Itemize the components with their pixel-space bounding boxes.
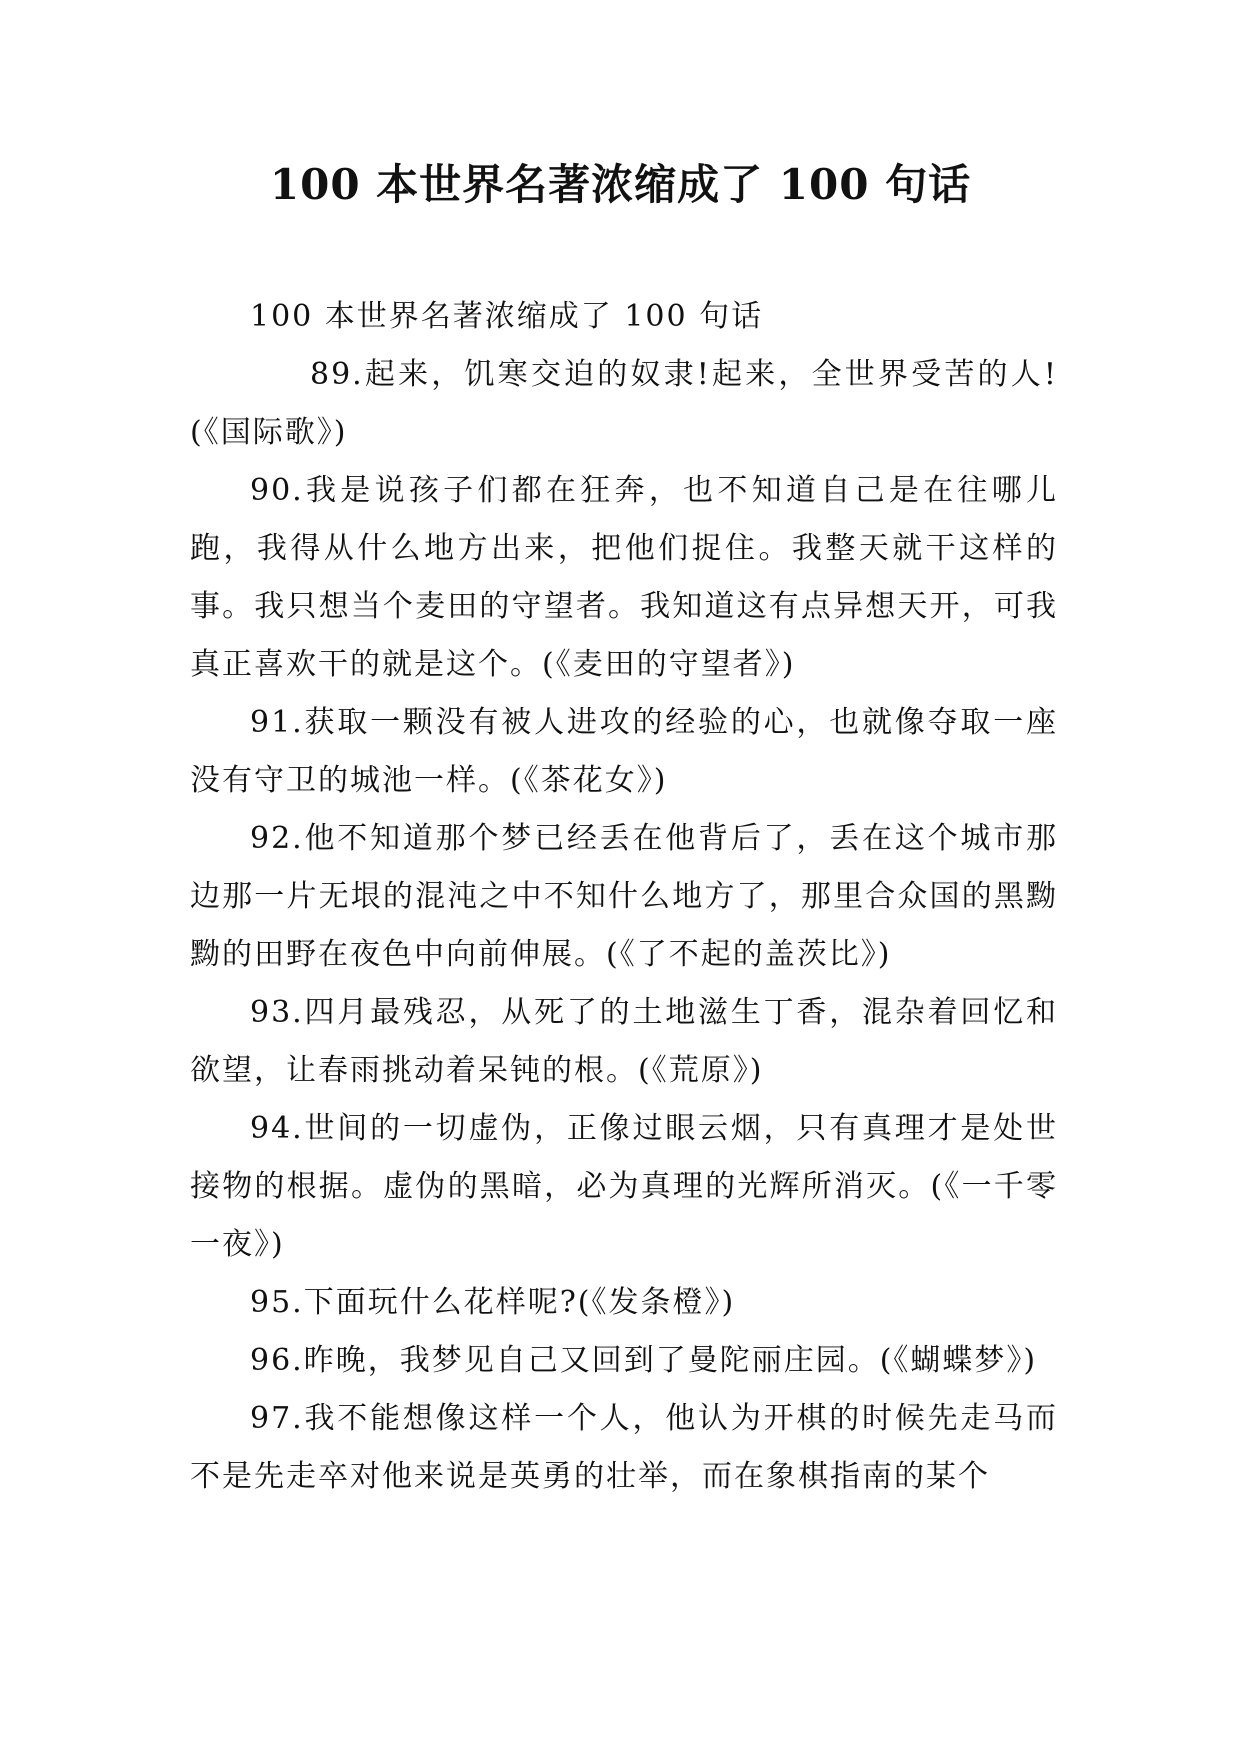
document-title: 100 本世界名著浓缩成了 100 句话 <box>269 160 972 209</box>
quote-paragraph-96: 96.昨晚，我梦见自己又回到了曼陀丽庄园。(《蝴蝶梦》) <box>250 1343 1038 1378</box>
quote-paragraph-91: 91.获取一颗没有被人进攻的经验的心，也就像夺取一座没有守卫的城池一样。(《茶花女》) <box>190 705 1058 798</box>
quote-paragraph-90: 90.我是说孩子们都在狂奔，也不知道自己是在往哪儿跑，我得从什么地方出来，把他们捉住。我整天就干这样的事。我只想当个麦田的守望者。我知道这有点异想天开，可我真正喜欢干的就是这个。(《麦田的守望者》) <box>190 473 1058 682</box>
quote-paragraph-89: 89.起来，饥寒交迫的奴隶!起来，全世界受苦的人!(《国际歌》) <box>190 357 1058 450</box>
quote-paragraph-94: 94.世间的一切虚伪，正像过眼云烟，只有真理才是处世接物的根据。虚伪的黑暗，必为真理的光辉所消灭。(《一千零一夜》) <box>190 1111 1058 1262</box>
quote-paragraph-97: 97.我不能想像这样一个人，他认为开棋的时候先走马而不是先走卒对他来说是英勇的壮举，而在象棋指南的某个 <box>190 1401 1058 1494</box>
quote-paragraph-92: 92.他不知道那个梦已经丢在他背后了，丢在这个城市那边那一片无垠的混沌之中不知什么地方了，那里合众国的黑黝黝的田野在夜色中向前伸展。(《了不起的盖茨比》) <box>190 821 1058 972</box>
document-body <box>190 288 1058 1506</box>
quote-paragraph-95: 95.下面玩什么花样呢?(《发条橙》) <box>250 1285 736 1320</box>
subtitle-paragraph: 100 本世界名著浓缩成了 100 句话 <box>250 299 764 334</box>
quote-paragraph-93: 93.四月最残忍，从死了的土地滋生丁香，混杂着回忆和欲望，让春雨挑动着呆钝的根。(《荒原》) <box>190 995 1058 1088</box>
